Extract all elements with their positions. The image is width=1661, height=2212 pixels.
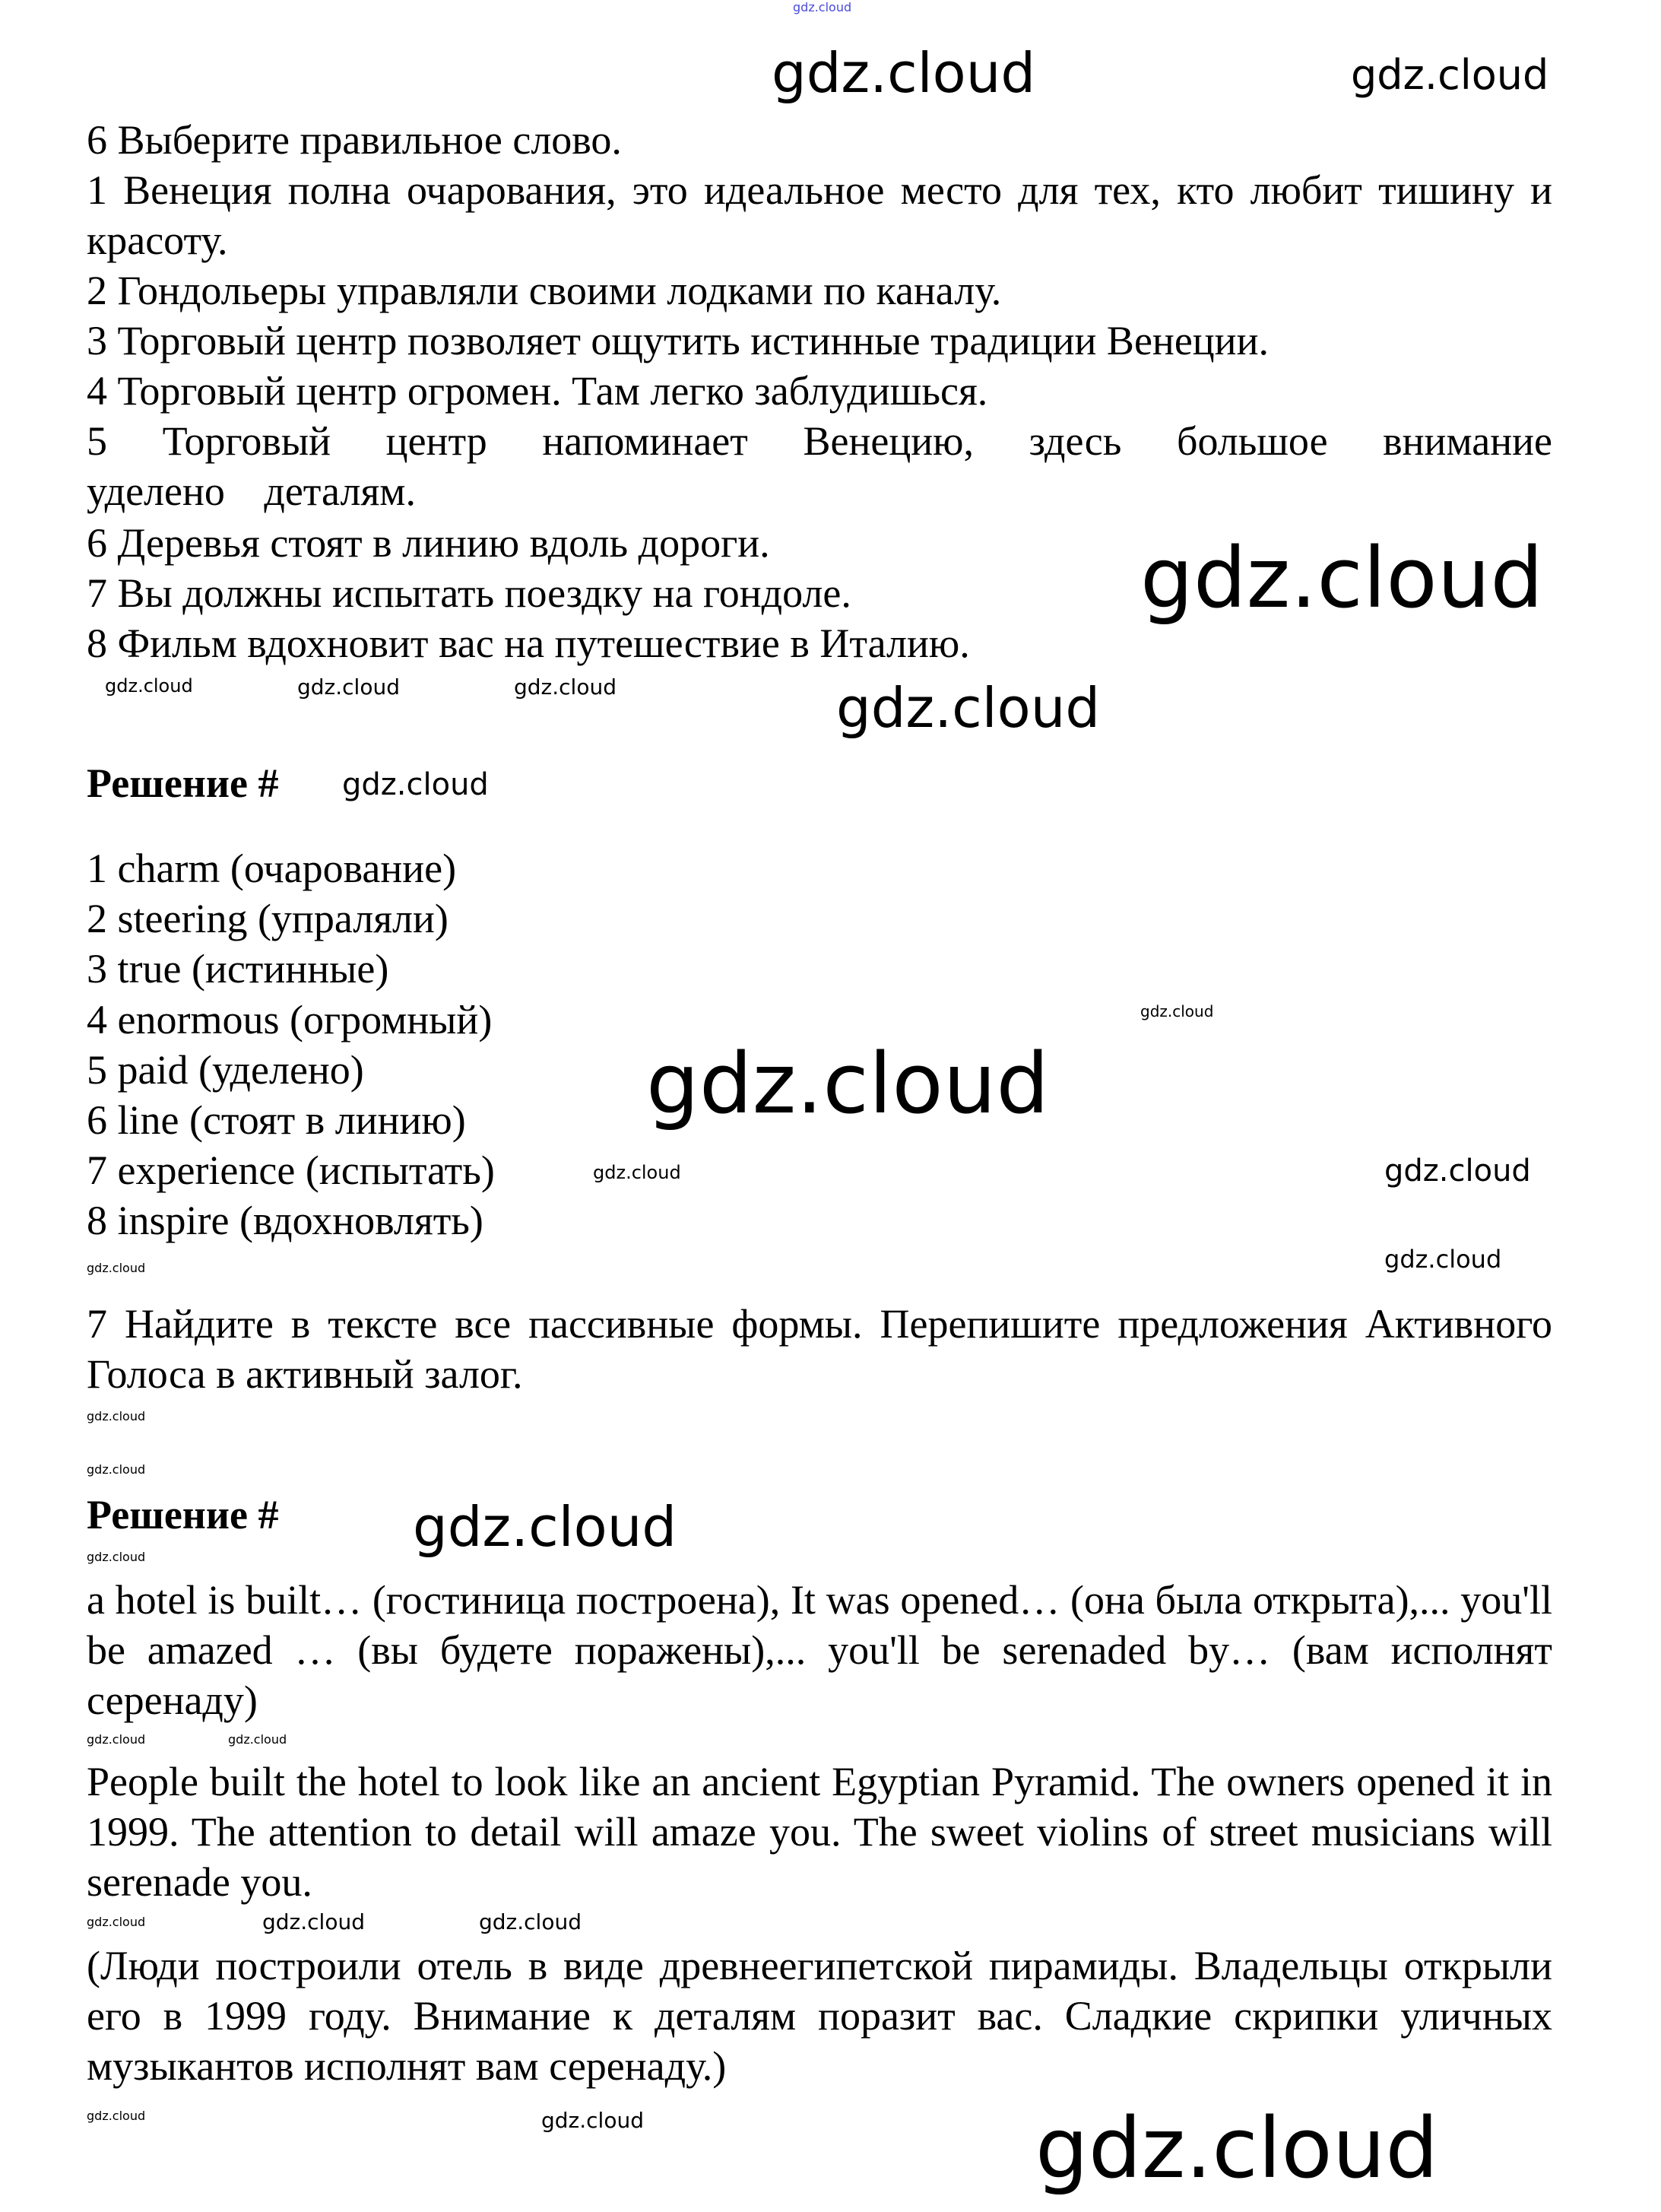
answer-item: 8 inspire (вдохновлять) <box>87 1198 483 1243</box>
task6-title: 6 Выберите правильное слово. <box>87 117 622 163</box>
watermark: gdz.cloud <box>87 1550 146 1564</box>
watermark: gdz.cloud <box>87 1462 146 1477</box>
watermark: gdz.cloud <box>593 1162 681 1183</box>
answer-item: 2 steering (упраляли) <box>87 896 449 941</box>
watermark: gdz.cloud <box>1384 1154 1531 1189</box>
answer-item: 1 charm (очарование) <box>87 846 457 891</box>
solution7-heading: Решение # <box>87 1492 279 1538</box>
watermark: gdz.cloud <box>1140 529 1544 627</box>
watermark: gdz.cloud <box>1351 51 1549 99</box>
watermark: gdz.cloud <box>413 1495 677 1559</box>
task6-item: 2 Гондольеры управляли своими лодками по каналу. <box>87 268 1002 313</box>
watermark: gdz.cloud <box>514 674 617 700</box>
task6-item: 3 Торговый центр позволяет ощутить истинные традиции Венеции. <box>87 318 1269 363</box>
watermark: gdz.cloud <box>87 1732 146 1747</box>
watermark: gdz.cloud <box>105 675 193 697</box>
watermark: gdz.cloud <box>793 0 852 14</box>
task6-item: 6 Деревья стоят в линию вдоль дороги. <box>87 520 770 566</box>
task6-item: 4 Торговый центр огромен. Там легко заблудишься. <box>87 368 988 414</box>
watermark: gdz.cloud <box>836 676 1101 740</box>
watermark: gdz.cloud <box>1140 1002 1214 1020</box>
task6-item: 7 Вы должны испытать поездку на гондоле. <box>87 570 851 616</box>
watermark: gdz.cloud <box>297 674 400 700</box>
passive-forms: a hotel is built… (гостиница построена), It was opened… (она была открыта),... you'll be amazed … (вы будете поражены),... you'll be serenaded by… (вам исполнят серенаду) <box>87 1577 1552 1723</box>
watermark: gdz.cloud <box>87 2109 146 2123</box>
watermark: gdz.cloud <box>262 1909 365 1934</box>
solution6-heading: Решение # <box>87 760 279 806</box>
answer-item: 4 enormous (огромный) <box>87 997 493 1043</box>
watermark: gdz.cloud <box>1035 2099 1439 2197</box>
task6-item: 5 Торговый центр напоминает Венецию, здесь большое внимание уделено деталям. <box>87 418 1552 514</box>
watermark: gdz.cloud <box>228 1732 287 1747</box>
task6-item: 8 Фильм вдохновит вас на путешествие в Италию. <box>87 620 970 666</box>
answer-item: 5 paid (уделено) <box>87 1047 364 1093</box>
watermark: gdz.cloud <box>87 1409 146 1423</box>
watermark: gdz.cloud <box>87 1261 146 1275</box>
answer-item: 7 experience (испытать) <box>87 1147 495 1193</box>
answer-item: 3 true (истинные) <box>87 946 389 992</box>
task7-title: 7 Найдите в тексте все пассивные формы. Перепишите предложения Активного Голоса в активный залог. <box>87 1301 1552 1397</box>
watermark: gdz.cloud <box>479 1909 582 1934</box>
active-russian: (Люди построили отель в виде древнеегипетской пирамиды. Владельцы открыли его в 1999 году. Внимание к деталям поразит вас. Сладкие скрипки уличных музыкантов исполнят вам серенаду.) <box>87 1943 1552 2089</box>
watermark: gdz.cloud <box>772 41 1036 105</box>
watermark: gdz.cloud <box>646 1035 1050 1132</box>
task6-item: 1 Венеция полна очарования, это идеальное место для тех, кто любит тишину и красоту. <box>87 167 1552 263</box>
answer-item: 6 line (стоят в линию) <box>87 1097 466 1143</box>
watermark: gdz.cloud <box>1384 1245 1502 1274</box>
watermark: gdz.cloud <box>342 767 489 802</box>
active-english: People built the hotel to look like an ancient Egyptian Pyramid. The owners opened it in 1999. The attention to detail will amaze you. The sweet violins of street musicians will serenade you. <box>87 1759 1552 1905</box>
watermark: gdz.cloud <box>541 2108 644 2133</box>
watermark: gdz.cloud <box>87 1915 146 1929</box>
